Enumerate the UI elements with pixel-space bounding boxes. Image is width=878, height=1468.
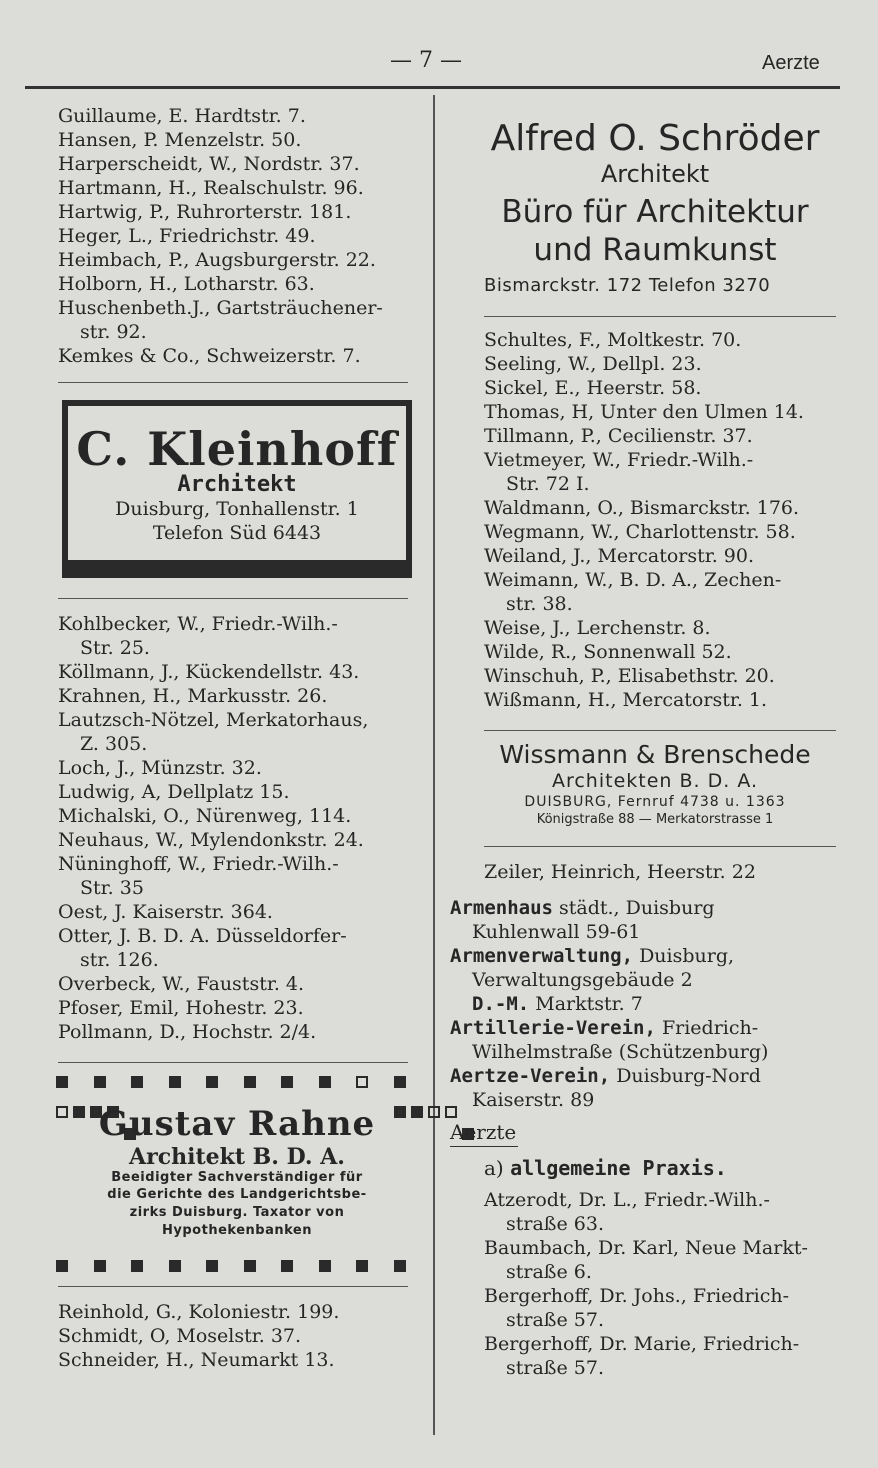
list-item: Neuhaus, W., Mylendonkstr. 24. xyxy=(58,829,364,851)
separator xyxy=(484,846,836,847)
subheading-text: allgemeine Praxis. xyxy=(510,1156,727,1180)
header-rule xyxy=(25,86,840,89)
list-item: str. 38. xyxy=(506,593,573,615)
list-item: Bergerhoff, Dr. Marie, Friedrich- xyxy=(484,1333,800,1355)
ad-rahne-border-bottom xyxy=(56,1260,406,1272)
institution-name: Armenhaus xyxy=(450,897,553,919)
list-item: Holborn, H., Lotharstr. 63. xyxy=(58,273,315,295)
list-item: Str. 72 I. xyxy=(506,473,590,495)
ad-kleinhoff-name: C. Kleinhoff xyxy=(76,422,398,476)
list-item xyxy=(450,920,860,944)
list-item: Weimann, W., B. D. A., Zechen- xyxy=(484,569,782,591)
institution-name: Artillerie-Verein, xyxy=(450,1017,656,1039)
ad-rahne-line: zirks Duisburg. Taxator von xyxy=(129,1205,345,1220)
ad-kleinhoff-bar xyxy=(62,560,412,578)
list-item: straße 57. xyxy=(506,1357,604,1379)
section-title: Aerzte xyxy=(762,52,820,74)
list-item: Vietmeyer, W., Friedr.-Wilh.- xyxy=(484,449,754,471)
institution-detail: Verwaltungsgebäude 2 xyxy=(472,969,693,991)
list-item: Wegmann, W., Charlottenstr. 58. xyxy=(484,521,796,543)
ad-wissmann-title: Architekten B. D. A. xyxy=(551,770,759,792)
ad-wissmann-name: Wissmann & Brenschede xyxy=(499,740,811,769)
entries-left-1 xyxy=(58,104,428,368)
list-item: Guillaume, E. Hardtstr. 7. xyxy=(58,105,306,127)
list-item: Str. 25. xyxy=(80,637,150,659)
list-item: Overbeck, W., Fauststr. 4. xyxy=(58,973,305,995)
list-item: Tillmann, P., Cecilienstr. 37. xyxy=(484,425,753,447)
institution-detail: städt., Duisburg xyxy=(552,897,715,919)
ad-rahne-title: Architekt B. D. A. xyxy=(129,1144,345,1170)
institution-detail: Kuhlenwall 59-61 xyxy=(472,921,641,943)
list-item: Sickel, E., Heerstr. 58. xyxy=(484,377,702,399)
entries-right-2 xyxy=(484,860,864,884)
list-item: Huschenbeth.J., Gartsträuchener- xyxy=(58,297,383,319)
institution-detail: Kaiserstr. 89 xyxy=(472,1089,595,1111)
entries-right-1 xyxy=(484,328,864,712)
list-item: Hartwig, P., Ruhrorterstr. 181. xyxy=(58,201,352,223)
institution-name: Armenverwaltung, xyxy=(450,945,634,967)
list-item: Reinhold, G., Koloniestr. 199. xyxy=(58,1301,340,1323)
ad-wissmann-line: DUISBURG, Fernruf 4738 u. 1363 xyxy=(524,794,786,810)
list-item xyxy=(450,992,860,1016)
list-item: Oest, J. Kaiserstr. 364. xyxy=(58,901,273,923)
separator xyxy=(58,382,408,383)
list-item: Michalski, O., Nürenweg, 114. xyxy=(58,805,352,827)
column-divider xyxy=(433,95,435,1435)
ad-schroeder-address: Bismarckstr. 172 Telefon 3270 xyxy=(484,275,771,296)
institution-detail: Friedrich- xyxy=(655,1017,759,1039)
list-item: Otter, J. B. D. A. Düsseldorfer- xyxy=(58,925,347,947)
ad-rahne-line: Beeidigter Sachverständiger für xyxy=(111,1170,363,1185)
entries-left-3 xyxy=(58,1300,428,1372)
list-item xyxy=(450,968,860,992)
aerzte-heading: Aerzte xyxy=(450,1120,517,1144)
entries-right-3 xyxy=(484,1188,864,1380)
list-item: straße 6. xyxy=(506,1261,592,1283)
subheading xyxy=(484,1156,727,1180)
ad-schroeder-title: Architekt xyxy=(600,160,710,188)
list-item: str. 126. xyxy=(80,949,159,971)
list-item: Schmidt, O, Moselstr. 37. xyxy=(58,1325,302,1347)
institutions-list xyxy=(450,896,860,1112)
list-item: Zeiler, Heinrich, Heerstr. 22 xyxy=(484,861,756,883)
ad-rahne-line: die Gerichte des Landgerichtsbe- xyxy=(107,1187,367,1202)
ad-kleinhoff-address: Duisburg, Tonhallenstr. 1 xyxy=(115,498,359,520)
list-item xyxy=(450,1016,860,1040)
list-item xyxy=(450,1064,860,1088)
ad-schroeder-line: und Raumkunst xyxy=(533,232,777,268)
list-item: Loch, J., Münzstr. 32. xyxy=(58,757,262,779)
list-item: Wißmann, H., Mercatorstr. 1. xyxy=(484,689,768,711)
list-item xyxy=(450,1088,860,1112)
list-item: Weiland, J., Mercatorstr. 90. xyxy=(484,545,755,567)
ad-rahne-line: Hypothekenbanken xyxy=(162,1223,312,1238)
list-item: Weise, J., Lerchenstr. 8. xyxy=(484,617,711,639)
list-item: Winschuh, P., Elisabethstr. 20. xyxy=(484,665,775,687)
list-item: straße 63. xyxy=(506,1213,604,1235)
subheading-prefix: a) xyxy=(484,1156,504,1180)
list-item: Kohlbecker, W., Friedr.-Wilh.- xyxy=(58,613,338,635)
list-item: Hansen, P. Menzelstr. 50. xyxy=(58,129,302,151)
list-item: Köllmann, J., Kückendellstr. 43. xyxy=(58,661,360,683)
ad-rahne-border-top xyxy=(56,1076,406,1088)
institution-name: Aertze-Verein, xyxy=(450,1065,611,1087)
list-item: Baumbach, Dr. Karl, Neue Markt- xyxy=(484,1237,808,1259)
list-item: Hartmann, H., Realschulstr. 96. xyxy=(58,177,364,199)
entries-left-2 xyxy=(58,612,428,1044)
institution-name: D.-M. xyxy=(472,993,530,1015)
list-item: Atzerodt, Dr. L., Friedr.-Wilh.- xyxy=(484,1189,770,1211)
list-item xyxy=(450,1040,860,1064)
separator xyxy=(58,1286,408,1287)
ad-schroeder-name: Alfred O. Schröder xyxy=(490,118,820,159)
list-item: Schneider, H., Neumarkt 13. xyxy=(58,1349,335,1371)
list-item: Thomas, H, Unter den Ulmen 14. xyxy=(484,401,804,423)
list-item xyxy=(450,944,860,968)
list-item: Harperscheidt, W., Nordstr. 37. xyxy=(58,153,360,175)
list-item: Waldmann, O., Bismarckstr. 176. xyxy=(484,497,800,519)
list-item: straße 57. xyxy=(506,1309,604,1331)
ad-kleinhoff-phone: Telefon Süd 6443 xyxy=(152,522,322,544)
separator xyxy=(484,316,836,317)
list-item: Wilde, R., Sonnenwall 52. xyxy=(484,641,732,663)
list-item: Lautzsch-Nötzel, Merkatorhaus, xyxy=(58,709,369,731)
list-item: Str. 35 xyxy=(80,877,144,899)
institution-detail: Duisburg, xyxy=(633,945,735,967)
list-item: Bergerhoff, Dr. Johs., Friedrich- xyxy=(484,1285,790,1307)
heading-underline xyxy=(450,1146,518,1147)
list-item: Pfoser, Emil, Hohestr. 23. xyxy=(58,997,304,1019)
institution-detail: Wilhelmstraße (Schützenburg) xyxy=(472,1041,769,1063)
list-item: Heger, L., Friedrichstr. 49. xyxy=(58,225,316,247)
list-item: Schultes, F., Moltkestr. 70. xyxy=(484,329,742,351)
ad-schroeder-line: Büro für Architektur xyxy=(501,194,809,230)
list-item: Z. 305. xyxy=(80,733,148,755)
list-item: Heimbach, P., Augsburgerstr. 22. xyxy=(58,249,376,271)
separator xyxy=(58,1062,408,1063)
separator xyxy=(58,598,408,599)
list-item: Krahnen, H., Markusstr. 26. xyxy=(58,685,328,707)
ad-rahne-name: Gustav Rahne xyxy=(98,1104,376,1144)
separator xyxy=(484,730,836,731)
ad-kleinhoff-title: Architekt xyxy=(177,472,297,497)
list-item: Ludwig, A, Dellplatz 15. xyxy=(58,781,290,803)
list-item: Nüninghoff, W., Friedr.-Wilh.- xyxy=(58,853,339,875)
list-item xyxy=(450,896,860,920)
institution-detail: Duisburg-Nord xyxy=(610,1065,761,1087)
list-item: Pollmann, D., Hochstr. 2/4. xyxy=(58,1021,317,1043)
page-number: — 7 — xyxy=(390,48,462,73)
ad-wissmann-line: Königstraße 88 — Merkatorstrasse 1 xyxy=(536,812,774,827)
list-item: Kemkes & Co., Schweizerstr. 7. xyxy=(58,345,361,367)
institution-detail: Marktstr. 7 xyxy=(529,993,643,1015)
list-item: Seeling, W., Dellpl. 23. xyxy=(484,353,702,375)
list-item: str. 92. xyxy=(80,321,147,343)
